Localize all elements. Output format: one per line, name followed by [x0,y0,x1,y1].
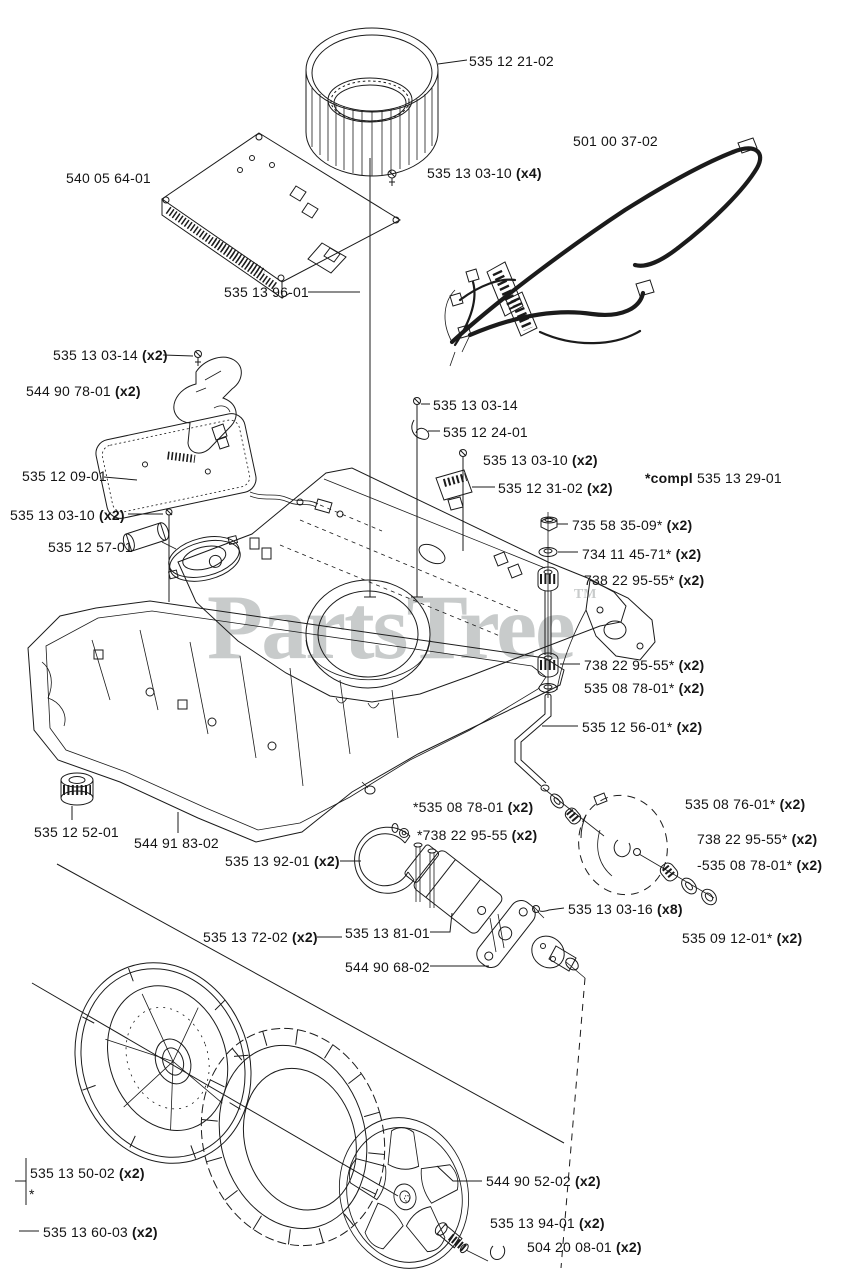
chassis-frame [178,468,626,708]
rear-wheel-hub [47,938,278,1189]
part-label [66,170,151,186]
part-label [29,1186,35,1202]
part-number: 501 00 37-02 [573,133,658,149]
part-quantity: (x2) [132,1224,158,1240]
part-number: 535 12 24-01 [443,424,528,440]
part-number: 734 11 45-71* [582,546,672,562]
part-quantity: (x2) [587,480,613,496]
rubber-bushing [61,773,93,805]
part-number: 535 08 76-01* [685,796,776,812]
part-label [443,424,528,440]
speaker-assembly [121,521,244,588]
part-number: 544 91 83-02 [134,835,219,851]
part-quantity: (x2) [796,857,823,873]
part-quantity: (x2) [142,347,168,363]
part-number: 535 13 03-10 [483,452,568,468]
part-number: 738 22 95-55* [584,657,675,673]
part-label [34,824,119,840]
part-label [573,133,658,149]
part-number: 535 12 56-01* [582,719,673,735]
gearbox-plate [472,896,539,972]
hubcap [324,1104,485,1280]
watermark-text: PartsTree [207,576,574,678]
part-quantity: (x8) [657,901,683,917]
part-label [572,517,692,533]
part-quantity: (x2) [791,831,818,847]
part-label [498,480,613,496]
part-quantity: (x2) [511,827,538,843]
part-number: * [29,1186,35,1202]
part-quantity: (x2) [676,719,703,735]
part-quantity: (x2) [99,507,125,523]
grommet-icon-axle [563,806,582,826]
part-number: 535 12 31-02 [498,480,583,496]
part-label [22,468,107,484]
fastener-stack [538,512,558,698]
part-number: 504 20 08-01 [527,1239,612,1255]
part-label [685,796,805,812]
part-number: 535 08 78-01* [584,680,675,696]
part-number: 535 13 03-16 [568,901,653,917]
part-number: 535 13 72-02 [203,929,288,945]
part-label [43,1224,158,1240]
part-number: 535 13 92-01 [225,853,310,869]
part-quantity: (x2) [579,1215,605,1231]
part-label [483,452,598,468]
part-quantity: (x2) [678,680,705,696]
part-label [225,853,340,869]
part-label [527,1239,642,1255]
part-number: 540 05 64-01 [66,170,151,186]
part-quantity: (x2) [678,572,705,588]
part-label [582,546,701,562]
part-number: 535 12 09-01 [22,468,107,484]
part-label [697,857,822,873]
grommet-icon-wheel [658,861,680,884]
part-label [584,657,704,673]
bearing-icon-wheel [699,886,720,907]
part-label [584,572,704,588]
part-quantity: (x2) [119,1165,145,1181]
part-number: 544 90 78-01 [26,383,111,399]
cover-bracket [174,357,241,453]
part-quantity: (x2) [572,452,598,468]
screw-axis [466,1250,488,1261]
part-number: *535 08 78-01 [413,799,504,815]
hub-screw [433,1220,471,1255]
part-label [490,1215,605,1231]
part-number: 535 12 57-01 [48,539,133,555]
part-number: 535 13 29-01 [696,470,782,486]
part-number: 535 13 94-01 [490,1215,575,1231]
trademark-symbol: TM [573,587,597,602]
part-quantity: (x2) [575,1173,601,1189]
part-number: 544 90 68-02 [345,959,430,975]
part-number: 535 09 12-01* [682,930,773,946]
part-label [427,165,542,181]
wheel-bracket [557,580,655,690]
part-quantity: (x2) [779,796,806,812]
screw-icon-03-10-right [460,450,467,464]
part-number: 535 13 03-14 [53,347,138,363]
part-number: 735 58 35-09* [572,517,663,533]
part-label [417,827,537,843]
part-label [568,901,683,917]
screw-icon-03-14-left [195,351,202,367]
part-label [697,831,817,847]
part-quantity: (x2) [675,546,702,562]
part-number: 535 13 03-14 [433,397,518,413]
part-number: 738 22 95-55* [584,572,675,588]
part-quantity: (x2) [507,799,534,815]
part-number: 535 13 96-01 [224,284,309,300]
part-number: 535 12 52-01 [34,824,119,840]
part-number: *738 22 95-55 [417,827,508,843]
screw-icon-03-10-left [166,509,172,522]
locknut-icon [541,517,557,531]
part-label [30,1165,145,1181]
part-quantity: (x2) [776,930,803,946]
part-label [26,383,141,399]
part-number: 535 13 03-10 [10,507,95,523]
part-number: 535 13 60-03 [43,1224,128,1240]
part-label [413,799,533,815]
screw-icon-x4 [388,170,396,186]
part-label [582,719,702,735]
part-label [469,53,554,69]
part-quantity: (x2) [678,657,705,673]
circuit-board [162,133,400,298]
part-number: 738 22 95-55* [697,831,788,847]
part-number: 535 13 81-01 [345,925,430,941]
part-quantity: (x2) [292,929,318,945]
part-number: 535 12 21-02 [469,53,554,69]
part-number: 544 90 52-02 [486,1173,571,1189]
part-label [10,507,125,523]
part-label [645,470,782,486]
part-quantity: (x2) [666,517,693,533]
part-label [53,347,168,363]
part-number: -535 08 78-01* [697,857,793,873]
leader-lines [15,60,580,1231]
washer-icon-wheel [679,875,700,897]
label-prefix: *compl [645,470,693,486]
clip-icon-12-24 [412,420,429,439]
part-label [203,929,318,945]
part-label [345,925,430,941]
part-quantity: (x2) [616,1239,642,1255]
part-number: 535 13 03-10 [427,165,512,181]
part-label [433,397,518,413]
part-label [682,930,802,946]
part-quantity: (x2) [314,853,340,869]
part-quantity: (x4) [516,165,542,181]
part-label [224,284,309,300]
part-label [134,835,219,851]
part-number: 535 13 50-02 [30,1165,115,1181]
retainer-ring [490,1246,504,1259]
part-label [584,680,704,696]
wheel-drum [306,28,438,176]
part-label [486,1173,601,1189]
part-quantity: (x2) [115,383,141,399]
screw-icon-03-14-right [414,398,421,413]
part-label [48,539,133,555]
part-label [345,959,430,975]
tire [176,1006,410,1267]
bracket-icon-12-31 [436,470,472,510]
